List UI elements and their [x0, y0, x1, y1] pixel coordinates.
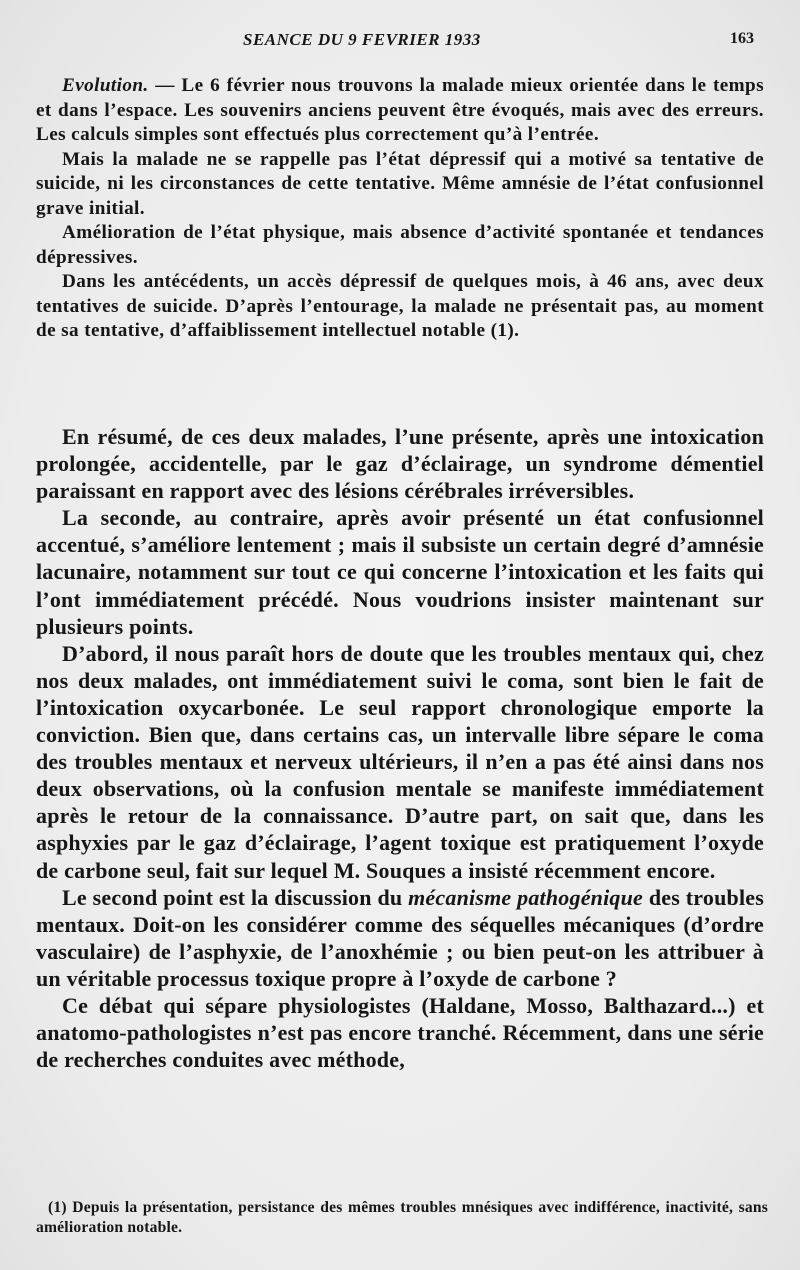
- paragraph-amnesia: Mais la malade ne se rappelle pas l’état dépressif qui a motivé sa tentative de suicide, ni les circonstances de cette tentative. Même amnésie de l’état confusionnel grave initial.: [36, 148, 764, 219]
- paragraph-text: Le second point est la discussion du: [62, 884, 409, 910]
- paragraph-evolution: [36, 74, 764, 148]
- paragraph-summary: En résumé, de ces deux malades, l’une présente, après une intoxication prolongée, accidentelle, par le gaz d’éclairage, un syndrome démentiel paraissant en rapport avec des lésions cérébrales irréversibles.: [36, 424, 764, 504]
- running-head: SEANCE DU 9 FEVRIER 1933: [243, 30, 481, 49]
- observation-section: [36, 74, 764, 344]
- footnote: (1) Depuis la présentation, persistance des mêmes troubles mnésiques avec indifférence, inactivité, sans amélioration notable.: [36, 1199, 768, 1236]
- paragraph-text: des troubles mentaux. Doit-on les considérer comme des séquelles mécaniques (d’ordre vasculaire) de l’asphyxie, de l’anoxhémie ; ou bien peut-on les attribuer à un véritable processus toxique propre à l’oxyde de carbone ?: [36, 884, 764, 991]
- paragraph-debate: Ce débat qui sépare physiologistes (Haldane, Mosso, Balthazard...) et anatomo-pathologistes n’est pas encore tranché. Récemment, dans une série de recherches conduites avec méthode,: [36, 992, 764, 1073]
- page-header: [0, 30, 800, 52]
- paragraph-text: — Le 6 février nous trouvons la malade mieux orientée dans le temps et dans l’espace. Les souvenirs anciens peuvent être évoqués, mais avec des erreurs. Les calculs simples sont effectués plus correctement qu’à l’entrée.: [36, 75, 764, 145]
- discussion-section: [36, 423, 764, 1073]
- paragraph-second-point: [36, 884, 764, 992]
- paragraph-first-point: D’abord, il nous paraît hors de doute que les troubles mentaux qui, chez nos deux malades, ont immédiatement suivi le coma, sont bien le fait de l’intoxication oxycarbonée. Le seul rapport chronologique emporte la conviction. Bien que, dans certains cas, un intervalle libre sépare le coma des troubles mentaux et nerveux ultérieurs, il n’en a pas été ainsi dans nos deux observations, où la confusion mentale se manifeste immédiatement après le retour de la connaissance. D’autre part, on sait que, dans les asphyxies par le gaz d’éclairage, l’agent toxique est pratiquement l’oxyde de carbone seul, fait sur lequel M. Souques a insisté récemment encore.: [36, 640, 764, 883]
- paragraph-physical-state: Amélioration de l’état physique, mais absence d’activité spontanée et tendances dépressives.: [36, 222, 764, 268]
- paragraph-second-patient: La seconde, au contraire, après avoir présenté un état confusionnel accentué, s’améliore lentement ; mais il subsiste un certain degré d’amnésie lacunaire, notamment sur tout ce qui concerne l’intoxication et les faits qui l’ont immédiatement précédé. Nous voudrions insister maintenant sur plusieurs points.: [36, 505, 764, 639]
- page-number: 163: [730, 30, 754, 47]
- run-in-heading: Evolution.: [62, 75, 149, 96]
- paragraph-antecedents: Dans les antécédents, un accès dépressif de quelques mois, à 46 ans, avec deux tentatives de suicide. D’après l’entourage, la malade ne présentait pas, au moment de sa tentative, d’affaiblissement intellectuel notable (1).: [36, 271, 764, 341]
- emphasized-term: mécanisme pathogénique: [408, 884, 644, 910]
